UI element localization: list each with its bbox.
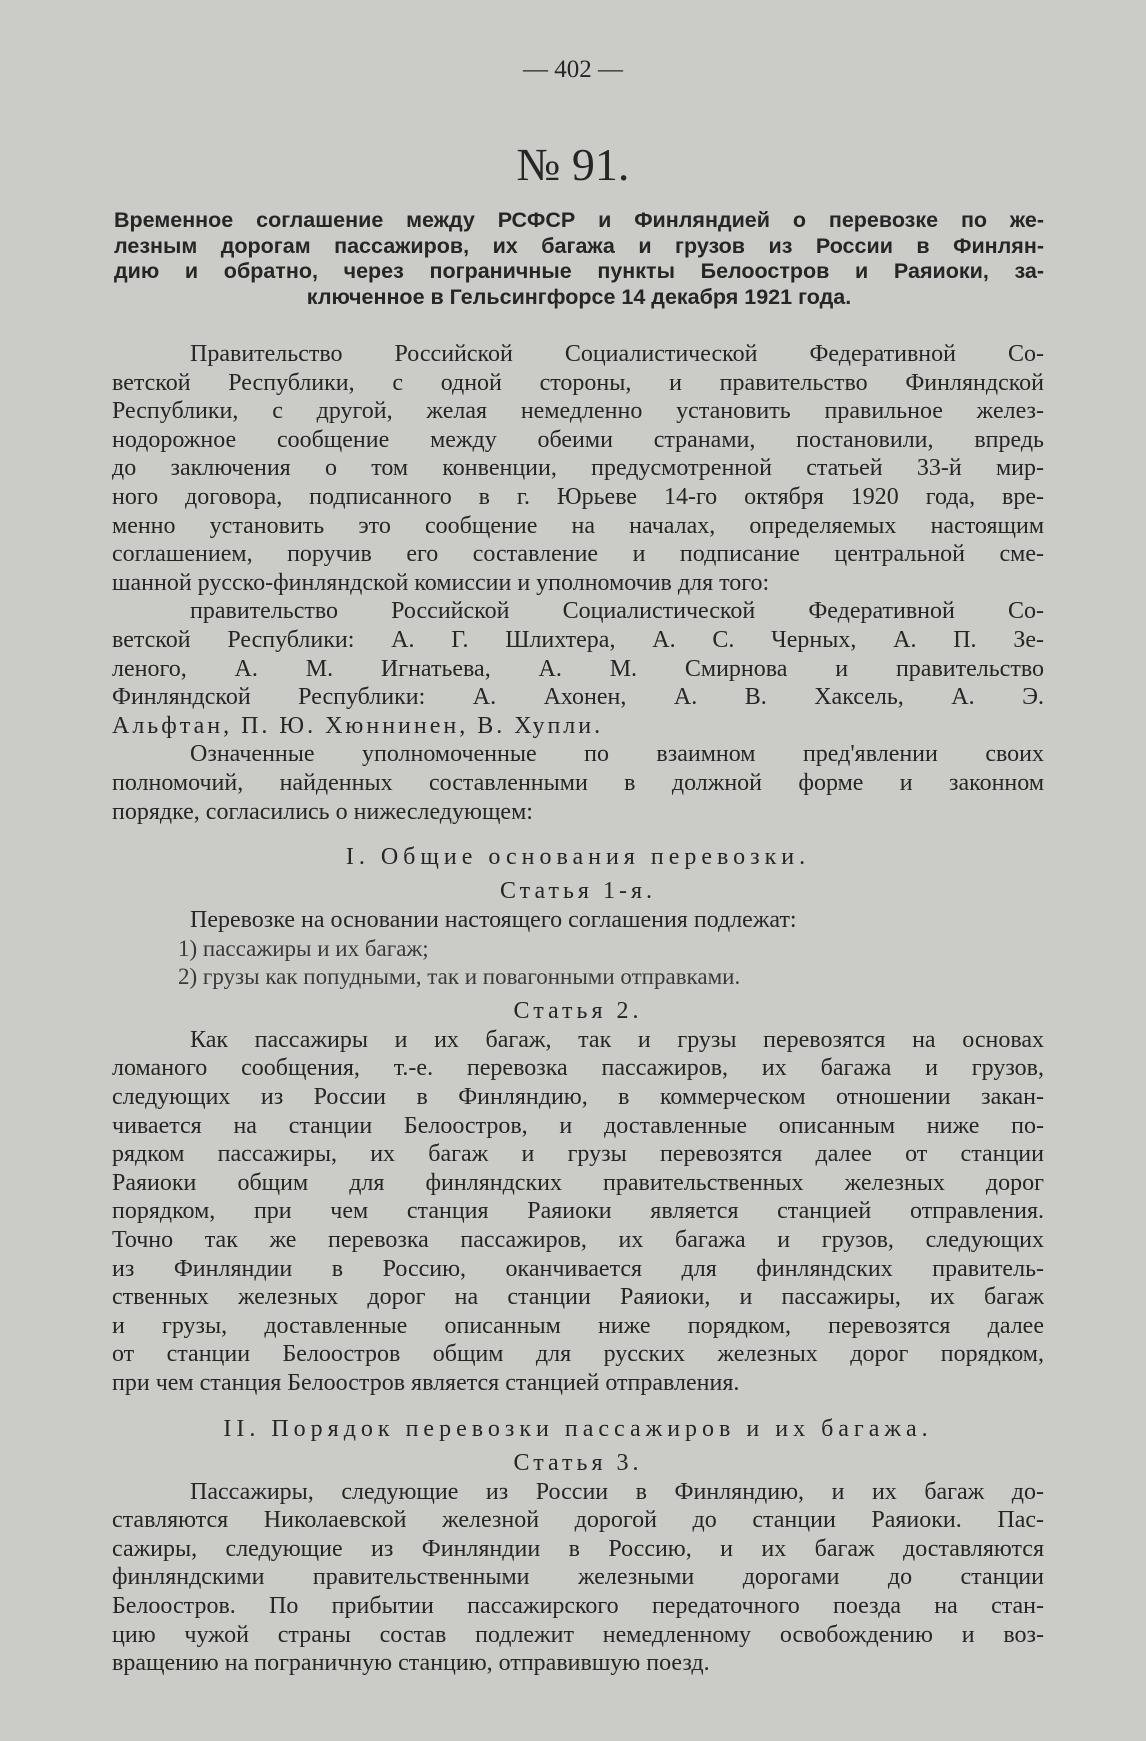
document-body: [112, 340, 1044, 1678]
text-line: чивается на станции Белоостров, и доставленные описанным ниже по-: [112, 1112, 1044, 1139]
article-title: Статья 2.: [513, 997, 643, 1024]
text-line: Альфтан, П. Ю. Хюннинен, В. Хупли.: [112, 712, 604, 739]
title-line: дию и обратно, через пограничные пункты Белоостров и Раяиоки, за-: [114, 259, 1044, 283]
text-line: Означенные уполномоченные по взаимном пред'явлении своих: [190, 741, 1044, 768]
text-line: Перевозке на основании настоящего соглашения подлежат:: [190, 907, 797, 934]
text-line: при чем станция Белоостров является станцией отправления.: [112, 1370, 740, 1396]
text-line: цию чужой страны состав подлежит немедленному освобождению и воз-: [112, 1621, 1044, 1648]
article-paragraph: [112, 1478, 1044, 1678]
text-line: Раяиоки общим для финляндских правительственных железных дорог: [112, 1169, 1044, 1196]
text-line: шанной русско-финляндской комиссии и уполномочив для того:: [112, 569, 770, 596]
text-line: ломаного сообщения, т.-е. перевозка пассажиров, их багажа и грузов,: [112, 1055, 1044, 1082]
text-line: Пассажиры, следующие из России в Финляндию, и их багаж до-: [190, 1478, 1044, 1505]
text-line: Финляндской Республики: А. Ахонен, А. В. Хаксель, А. Э.: [112, 684, 1044, 711]
title-line: лезным дорогам пассажиров, их багажа и грузов из России в Финлян-: [114, 233, 1044, 258]
document-title: [114, 208, 1044, 310]
article-paragraph: [112, 1026, 1044, 1398]
text-line: леного, А. М. Игнатьева, А. М. Смирнова и правительство: [112, 655, 1044, 682]
text-line: соглашением, поручив его составление и подписание центральной сме-: [112, 541, 1044, 568]
preamble-paragraph: [112, 340, 1044, 826]
text-line: вращению на пограничную станцию, отправившую поезд.: [112, 1650, 710, 1677]
text-line: и грузы, доставленные описанным ниже порядком, перевозятся далее: [112, 1312, 1044, 1339]
text-line: порядком, при чем станция Раяиоки является станцией отправления.: [112, 1198, 1044, 1225]
section-heading: I. Общие основания перевозки.: [345, 844, 811, 871]
section-heading: II. Порядок перевозки пассажиров и их багажа.: [223, 1415, 933, 1442]
title-line: Временное соглашение между РСФСР и Финляндией о перевозке по же-: [114, 208, 1044, 232]
text-line: до заключения о том конвенции, предусмотренной статьей 33-й мир-: [112, 455, 1044, 482]
document-number: № 91.: [516, 139, 630, 190]
text-line: рядком пассажиры, их багаж и грузы перевозятся далее от станции: [112, 1141, 1044, 1168]
text-line: ственных железных дорог на станции Раяиоки, и пассажиры, их багаж: [112, 1284, 1044, 1311]
page-number: — 402 —: [523, 56, 623, 83]
text-line: порядке, согласились о нижеследующем:: [112, 798, 533, 825]
text-line: следующих из России в Финляндию, в коммерческом отношении закан-: [112, 1084, 1044, 1111]
article-list: [112, 935, 1044, 992]
text-line: Как пассажиры и их багаж, так и грузы перевозятся на основах: [190, 1026, 1044, 1053]
list-item: 1) пассажиры и их багаж;: [178, 935, 429, 961]
text-line: нодорожное сообщение между обеими странами, постановили, впредь: [112, 426, 1044, 453]
text-line: из Финляндии в Россию, оканчивается для финляндских правитель-: [112, 1255, 1044, 1282]
text-line: Точно так же перевозка пассажиров, их багажа и грузов, следующих: [112, 1227, 1044, 1254]
text-line: ного договора, подписанного в г. Юрьеве 14-го октября 1920 года, вре-: [112, 483, 1044, 510]
text-line: ветской Республики: А. Г. Шлихтера, А. С. Черных, А. П. Зе-: [112, 626, 1044, 653]
title-line: ключенное в Гельсингфорсе 14 декабря 1921 года.: [306, 284, 852, 309]
text-line: финляндскими правительственными железными дорогами до станции: [112, 1564, 1044, 1591]
text-line: менно установить это сообщение на началах, определяемых настоящим: [112, 512, 1044, 539]
text-line: сажиры, следующие из Финляндии в Россию, и их багаж доставляются: [112, 1535, 1044, 1562]
text-line: правительство Российской Социалистической Федеративной Со-: [190, 598, 1044, 625]
text-line: Республики, с другой, желая немедленно установить правильное желез-: [112, 398, 1044, 425]
text-line: от станции Белоостров общим для русских железных дорог порядком,: [112, 1341, 1044, 1368]
text-line: ставляются Николаевской железной дорогой до станции Раяиоки. Пас-: [112, 1507, 1044, 1534]
article-title: Статья 1-я.: [499, 878, 656, 905]
text-line: Белоостров. По прибытии пассажирского передаточного поезда на стан-: [112, 1592, 1044, 1619]
text-line: полномочий, найденных составленными в должной форме и законном: [112, 769, 1044, 796]
list-item: 2) грузы как попудными, так и повагонными отправками.: [178, 964, 741, 990]
text-line: Правительство Российской Социалистической Федеративной Со-: [190, 341, 1044, 367]
article-lead: [112, 906, 1044, 935]
article-title: Статья 3.: [513, 1449, 643, 1476]
text-line: ветской Республики, с одной стороны, и правительство Финляндской: [112, 369, 1044, 396]
